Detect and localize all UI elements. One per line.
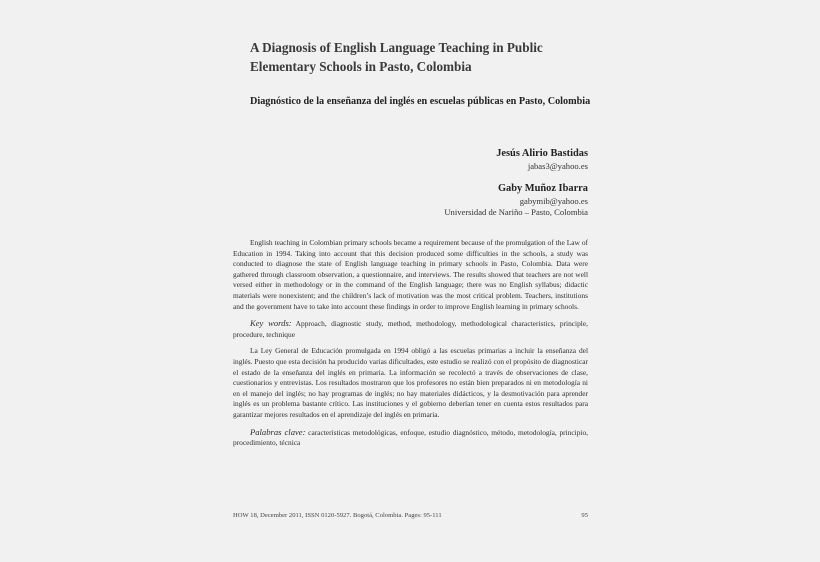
author-name: Jesús Alirio Bastidas [496,148,588,159]
abstract-section [233,238,588,449]
author-block [444,146,588,219]
page-number: 95 [581,512,588,519]
page-footer [233,512,588,519]
keywords-spanish [233,427,588,449]
paper-title: A Diagnosis of English Language Teaching in Public Elementary Schools in Pasto, Colombia [250,40,543,74]
abstract-english: English teaching in Colombian primary schools became a requirement because of the promulgation of the Law of Education in 1994. Taking into account that this decision produced some difficulties in the schools, a study was conducted to diagnose the state of English language teaching in primary schools in Pasto, Colombia. Data were gathered through classroom observation, a questionnaire, and interviews. The results showed that teachers are not well versed either in methodology or in the command of the English language; there was no English syllabus; didactic materials were nonexistent; and the children’s lack of motivation was the most critical problem. Teachers, institutions and the government have to take into account these findings in order to improve English learning in primary schools. [233,238,588,311]
keywords-label: Key words: [250,318,292,329]
author-affiliation: Universidad de Nariño – Pasto, Colombia [444,207,588,217]
keywords-list: Approach, diagnostic study, method, methodology, methodological characteristics, principle, procedure, technique [233,319,588,339]
keywords-english [233,318,588,340]
footer-citation: HOW 18, December 2011, ISSN 0120-5927. Bogotá, Colombia. Pages: 95-111 [233,512,442,519]
author-email: jabas3@yahoo.es [527,161,588,171]
abstract-spanish: La Ley General de Educación promulgada en 1994 obligó a las escuelas primarias a incluir la enseñanza del inglés. Puesto que esta decisión ha producido varias dificultades, este estudio se realizó con el propósito de diagnosticar el estado de la enseñanza del inglés en primaria. La información se recolectó a través de observaciones de clase, cuestionarios y entrevistas. Los resultados mostraron que los profesores no están bien preparados ni en metodología ni en el manejo del inglés; no hay programas de inglés; no hay materiales didácticos, y la desmotivación para aprender inglés es un problema bastante crítico. Las instituciones y el gobierno deberían tener en cuenta estos resultados para garantizar mejores resultados en el aprendizaje del inglés en primaria. [233,346,588,419]
keywords-label: Palabras clave: [250,426,306,437]
paper-subtitle-spanish: Diagnóstico de la enseñanza del inglés en escuelas públicas en Pasto, Colombia [250,96,591,107]
author-email: gabymib@yahoo.es [519,195,588,206]
author-name: Gaby Muñoz Ibarra [497,182,588,194]
keywords-list: características metodológicas, enfoque, estudio diagnóstico, método, metodología, principio, procedimiento, técnica [233,427,588,448]
